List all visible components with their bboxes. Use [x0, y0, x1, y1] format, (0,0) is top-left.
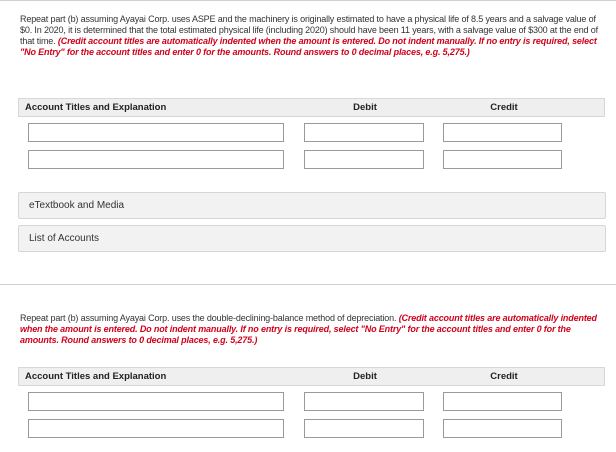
- credit-input[interactable]: [443, 150, 562, 169]
- list-of-accounts-label: List of Accounts: [29, 233, 100, 244]
- account-title-input[interactable]: [28, 392, 284, 411]
- table-header: [18, 98, 605, 117]
- list-of-accounts-link[interactable]: [18, 225, 606, 252]
- section-divider: [0, 284, 616, 285]
- journal-entry-table-1: [18, 98, 605, 171]
- debit-input[interactable]: [304, 419, 424, 438]
- question-text: Repeat part (b) assuming Ayayai Corp. uses the double-declining-balance method of depreciation.: [20, 313, 397, 323]
- column-header-debit: Debit: [353, 371, 377, 382]
- account-title-input[interactable]: [28, 419, 284, 438]
- debit-input[interactable]: [304, 150, 424, 169]
- credit-input[interactable]: [443, 392, 562, 411]
- column-header-account: Account Titles and Explanation: [25, 371, 167, 382]
- table-row: [18, 123, 605, 144]
- column-header-account: Account Titles and Explanation: [25, 102, 167, 113]
- etextbook-media-link[interactable]: [18, 192, 606, 219]
- question-instructions: (Credit account titles are automatically indented when the amount is entered. Do not indent manually. If no entry is required, select "No Entry" for the account titles and enter 0 for the amounts. Round answers to 0 decimal places, e.g. 5,275.): [20, 36, 597, 57]
- column-header-credit: Credit: [490, 102, 518, 113]
- table-row: [18, 150, 605, 171]
- debit-input[interactable]: [304, 123, 424, 142]
- question-instructions: (Credit account titles are automatically indented when the amount is entered. Do not indent manually. If no entry is required, select "No Entry" for the account titles and enter 0 for the amounts. Round answers to 0 decimal places, e.g. 5,275.): [20, 313, 597, 345]
- table-row: [18, 392, 605, 413]
- table-header: [18, 367, 605, 386]
- credit-input[interactable]: [443, 419, 562, 438]
- credit-input[interactable]: [443, 123, 562, 142]
- column-header-credit: Credit: [490, 371, 518, 382]
- account-title-input[interactable]: [28, 150, 284, 169]
- top-divider: [0, 0, 616, 1]
- etextbook-media-label: eTextbook and Media: [29, 200, 125, 211]
- question-part-1: [20, 14, 600, 58]
- debit-input[interactable]: [304, 392, 424, 411]
- question-text: Repeat part (b) assuming Ayayai Corp. uses ASPE and the machinery is originally estimated to have a physical life of 8.5 years and a salvage value of $0. In 2020, it is determined that the total estimated physical life (including 2020) should have been 11 years, with a salvage value of $300 at the end of that time.: [20, 14, 598, 46]
- account-title-input[interactable]: [28, 123, 284, 142]
- table-row: [18, 419, 605, 440]
- column-header-debit: Debit: [353, 102, 377, 113]
- question-part-2: [20, 313, 600, 346]
- journal-entry-table-2: [18, 367, 605, 440]
